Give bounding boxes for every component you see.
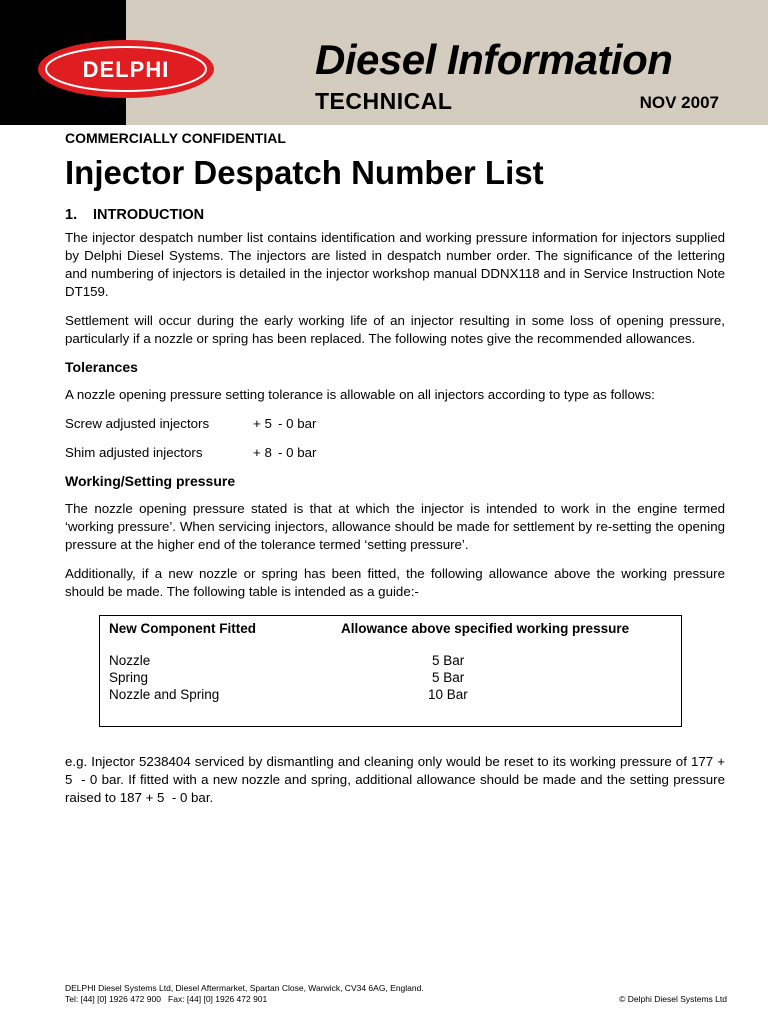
working-pressure-paragraph-1: The nozzle opening pressure stated is that at which the injector is intended to work in the engine termed ‘working pressure’. When servicing injectors, allowance should be made for settlement by re-setting the opening pressure at the higher end of the tolerance termed ‘setting pressure’. — [65, 501, 725, 552]
logo-text: DELPHI — [82, 57, 170, 82]
tolerance-label: Screw adjusted injectors — [65, 416, 210, 431]
tolerance-row — [65, 444, 725, 462]
delphi-logo — [36, 38, 216, 100]
page-footer — [65, 983, 727, 1005]
example-paragraph: e.g. Injector 5238404 serviced by dismantling and cleaning only would be reset to its working pressure of 177 + 5 - 0 bar. If fitted with a new nozzle and spring, additional allowance should be made and the setting pressure raised to 187 + 5 - 0 bar. — [65, 754, 725, 805]
table-header-allowance: Allowance above specified working pressure — [341, 621, 630, 636]
table-cell-component: Spring — [109, 670, 149, 685]
section-number: 1. — [65, 207, 78, 223]
table-cell-component: Nozzle — [109, 653, 151, 668]
working-pressure-paragraph-2: Additionally, if a new nozzle or spring has been fitted, the following allowance above the working pressure should be made. The following table is intended as a guide:- — [65, 566, 725, 599]
publication-category: TECHNICAL — [315, 88, 453, 114]
tolerance-row — [65, 415, 725, 433]
intro-paragraph-1: The injector despatch number list contains identification and working pressure information for injectors supplied by Delphi Diesel Systems. The injectors are listed in despatch number order. The significance of the lettering and numbering of injectors is detailed in the injector workshop manual DDNX118 and in Service Instruction Note DT159. — [65, 230, 725, 299]
tolerance-plus: + 5 — [253, 416, 272, 431]
footer-copyright: © Delphi Diesel Systems Ltd — [619, 994, 727, 1004]
tolerance-label: Shim adjusted injectors — [65, 445, 203, 460]
footer-address: DELPHI Diesel Systems Ltd, Diesel Aftermarket, Spartan Close, Warwick, CV34 6AG, England. — [65, 983, 424, 993]
intro-paragraph-2: Settlement will occur during the early working life of an injector resulting in some loss of opening pressure, particularly if a nozzle or spring has been replaced. The following notes give the recommended allowances. — [65, 313, 725, 346]
tolerance-minus: - 0 bar — [278, 445, 317, 460]
table-row — [109, 686, 672, 703]
table-cell-allowance: 5 Bar — [432, 653, 465, 668]
footer-phone: Tel: [44] [0] 1926 472 900 Fax: [44] [0] 1926 472 901 — [65, 994, 268, 1004]
publication-date: NOV 2007 — [639, 93, 719, 112]
allowance-table — [99, 615, 682, 727]
working-pressure-heading: Working/Setting pressure — [65, 473, 236, 489]
tolerances-heading: Tolerances — [65, 359, 138, 375]
document-body — [65, 130, 725, 818]
table-header-component: New Component Fitted — [109, 621, 256, 636]
table-cell-allowance: 10 Bar — [428, 687, 468, 702]
tolerance-plus: + 8 — [253, 445, 272, 460]
document-title: Injector Despatch Number List — [65, 154, 544, 191]
tolerance-minus: - 0 bar — [278, 416, 317, 431]
table-header-row — [109, 621, 672, 636]
confidentiality-label: COMMERCIALLY CONFIDENTIAL — [65, 130, 286, 146]
table-cell-component: Nozzle and Spring — [109, 687, 220, 702]
table-row — [109, 652, 672, 669]
table-cell-allowance: 5 Bar — [432, 670, 465, 685]
tolerances-text: A nozzle opening pressure setting tolerance is allowable on all injectors according to type as follows: — [65, 387, 655, 402]
section-heading — [65, 207, 725, 223]
table-row — [109, 669, 672, 686]
section-title: INTRODUCTION — [93, 207, 205, 223]
publication-title: Diesel Information — [315, 36, 673, 83]
